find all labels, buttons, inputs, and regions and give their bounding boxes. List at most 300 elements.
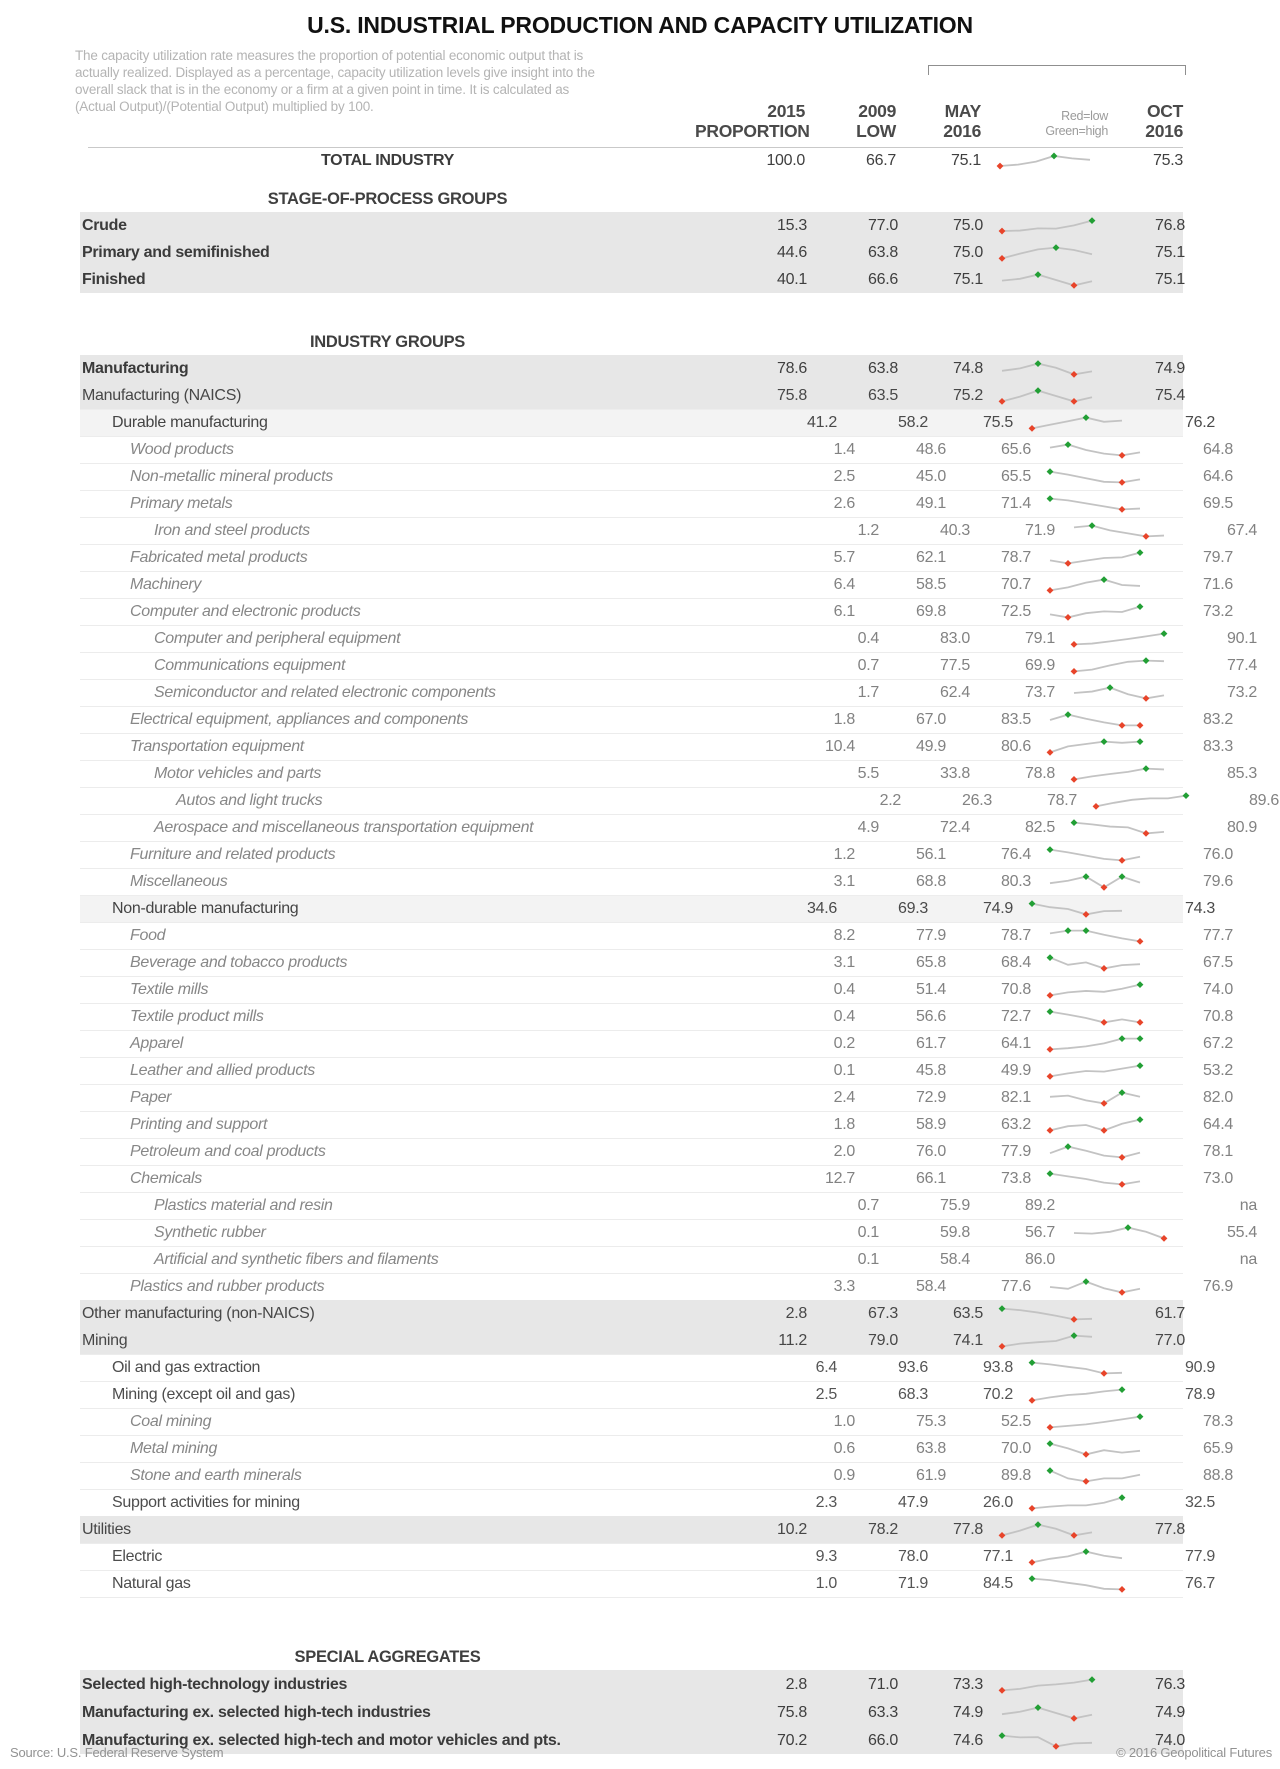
row-label: Plastics and rubber products [130, 1278, 325, 1295]
sparkline-low-marker [1070, 1715, 1077, 1722]
copyright-note: © 2016 Geopolitical Futures [1116, 1745, 1272, 1760]
value-2015-proportion: 0.6 [833, 1440, 855, 1457]
sparkline-high-marker [1070, 819, 1077, 826]
sparkline-chart [1045, 1278, 1145, 1296]
value-may-2016: 70.7 [1001, 576, 1031, 593]
sparkline-high-marker [1028, 1359, 1035, 1366]
sparkline-low-marker [1118, 1586, 1125, 1593]
value-2009-low: 77.5 [940, 657, 970, 674]
description-text: The capacity utilization rate measures the proportion of potential economic output that is actually realized. Displayed as a percentage, capacity utilization levels give insight into the overall slack that is in the economy or a firm at a given point in time. It is calculated as (Actual Output)/(Potential Output) multiplied by 100. [75, 48, 595, 114]
value-2015-proportion: 75.8 [777, 387, 807, 404]
sparkline-cell [1031, 1062, 1158, 1080]
sparkline-cell [1031, 1089, 1158, 1107]
sparkline-chart [1069, 819, 1169, 837]
sparkline-cell [1031, 576, 1158, 594]
sparkline-low-marker [1070, 668, 1077, 675]
sparkline-high-marker [1088, 217, 1095, 224]
sparkline-low-marker [1064, 614, 1071, 621]
value-2015-proportion: 5.7 [833, 549, 855, 566]
value-2015-proportion: 6.1 [833, 603, 855, 620]
sparkline-cell [1013, 1359, 1140, 1377]
value-2015-proportion: 75.8 [777, 1703, 807, 1721]
sparkline-high-marker [1046, 1170, 1053, 1177]
value-may-2016: 49.9 [1001, 1062, 1031, 1079]
table-row [80, 1570, 1215, 1597]
table-row [80, 266, 1183, 293]
sparkline-chart [1045, 576, 1145, 594]
value-may-2016: 82.1 [1001, 1089, 1031, 1106]
sparkline-cell [1055, 765, 1182, 783]
value-2015-proportion: 9.3 [815, 1548, 837, 1565]
table-row [80, 212, 1183, 239]
sparkline-chart [997, 1521, 1097, 1539]
sparkline-high-marker [1046, 1008, 1053, 1015]
row-label: Transportation equipment [130, 738, 304, 755]
value-2009-low: 77.0 [868, 217, 898, 234]
sparkline-trend-line [1050, 1174, 1140, 1185]
sparkline-high-marker [1034, 360, 1041, 367]
sparkline-low-marker [1028, 1505, 1035, 1512]
sparkline-trend-line [1032, 1552, 1122, 1563]
value-2009-low: 56.1 [916, 846, 946, 863]
value-oct-2016: 88.8 [1203, 1467, 1233, 1484]
sparkline-legend: Red=low Green=high [1045, 109, 1108, 138]
row-label: Crude [82, 217, 127, 234]
sparkline-trend-line [1074, 1228, 1164, 1239]
value-2009-low: 61.9 [916, 1467, 946, 1484]
sparkline-trend-line [1050, 1282, 1140, 1293]
sparkline-high-marker [1052, 244, 1059, 251]
sparkline-cell [983, 244, 1110, 262]
sparkline-high-marker [1136, 549, 1143, 556]
value-2009-low: 79.0 [868, 1332, 898, 1349]
row-label: Manufacturing [82, 360, 189, 377]
sparkline-high-marker [1082, 1548, 1089, 1555]
value-2009-low: 33.8 [940, 765, 970, 782]
row-label: Textile product mills [130, 1008, 264, 1025]
value-2009-low: 65.8 [916, 954, 946, 971]
sparkline-high-marker [998, 1732, 1005, 1739]
value-may-2016: 70.8 [1001, 981, 1031, 998]
sparkline-high-marker [1082, 414, 1089, 421]
value-oct-2016: 76.3 [1155, 1675, 1185, 1693]
sparkline-high-marker [1100, 576, 1107, 583]
value-2015-proportion: 70.2 [777, 1731, 807, 1749]
sparkline-low-marker [1070, 282, 1077, 289]
sparkline-high-marker [1050, 153, 1057, 160]
sparkline-cell [1031, 468, 1158, 486]
column-header-oct-2016: OCT 2016 [1145, 101, 1183, 141]
sparkline-cell [1031, 1467, 1158, 1485]
sparkline-cell [1031, 1440, 1158, 1458]
sparkline-trend-line [1050, 472, 1140, 483]
table-row [80, 598, 1233, 625]
section-title: STAGE-OF-PROCESS GROUPS [267, 189, 508, 208]
section-title: INDUSTRY GROUPS [309, 332, 466, 351]
value-2009-low: 63.8 [868, 360, 898, 377]
table-row [80, 1327, 1183, 1354]
value-2015-proportion: 44.6 [777, 244, 807, 261]
sparkline-trend-line [1002, 1525, 1092, 1536]
value-oct-2016: 75.1 [1155, 244, 1185, 261]
sparkline-low-marker [1118, 1154, 1125, 1161]
value-2015-proportion: 8.2 [833, 927, 855, 944]
table-row [80, 1462, 1233, 1489]
table-row [80, 787, 1279, 814]
sparkline-cell [983, 1305, 1110, 1323]
sparkline-trend-line [1002, 275, 1092, 286]
sparkline-cell [1031, 1170, 1158, 1188]
row-label: Selected high-technology industries [82, 1675, 348, 1693]
sparkline-cell [1055, 522, 1182, 540]
sparkline-low-marker [1082, 911, 1089, 918]
value-may-2016: 74.8 [953, 360, 983, 377]
value-2015-proportion: 34.6 [807, 900, 837, 917]
sparkline-trend-line [1050, 877, 1140, 888]
value-oct-2016: 76.7 [1185, 1575, 1215, 1592]
value-may-2016: 72.5 [1001, 603, 1031, 620]
table-row [80, 1489, 1215, 1516]
sparkline-low-marker [1070, 1316, 1077, 1323]
sparkline-chart [1045, 603, 1145, 621]
sparkline-high-marker [1034, 1704, 1041, 1711]
sparkline-high-marker [1136, 603, 1143, 610]
value-2015-proportion: 2.5 [815, 1386, 837, 1403]
value-2009-low: 63.8 [916, 1440, 946, 1457]
sparkline-chart [1091, 792, 1191, 810]
sparkline-high-marker [1160, 630, 1167, 637]
table-row [80, 949, 1233, 976]
value-2009-low: 66.6 [868, 271, 898, 288]
sparkline-trend-line [1050, 931, 1140, 942]
value-2015-proportion: 12.7 [825, 1170, 855, 1187]
value-may-2016: 70.2 [983, 1386, 1013, 1403]
sparkline-low-marker [1100, 1127, 1107, 1134]
sparkline-chart [1027, 1575, 1127, 1593]
value-oct-2016: 77.0 [1155, 1332, 1185, 1349]
value-2009-low: 78.0 [898, 1548, 928, 1565]
table-section [80, 1644, 1183, 1754]
sparkline-low-marker [1142, 533, 1149, 540]
value-2015-proportion: 1.7 [857, 684, 879, 701]
value-2009-low: 47.9 [898, 1494, 928, 1511]
sparkline-trend-line [1074, 769, 1164, 780]
value-2009-low: 77.9 [916, 927, 946, 944]
sparkline-cell [1031, 1116, 1158, 1134]
value-2009-low: 58.2 [898, 414, 928, 431]
sparkline-trend-line [1000, 156, 1090, 166]
sparkline-cell [1055, 1224, 1182, 1242]
sparkline-low-marker [1046, 1424, 1053, 1431]
sparkline-cell [1031, 1008, 1158, 1026]
value-2015-proportion: 6.4 [833, 576, 855, 593]
row-label: Fabricated metal products [130, 549, 308, 566]
sparkline-low-marker [1136, 1019, 1143, 1026]
value-oct-2016: 73.2 [1203, 603, 1233, 620]
sparkline-trend-line [1050, 1039, 1140, 1050]
sparkline-low-marker [1100, 1370, 1107, 1377]
row-label: Primary and semifinished [82, 244, 270, 261]
value-may-2016: 71.4 [1001, 495, 1031, 512]
sparkline-high-marker [1124, 1224, 1131, 1231]
sparkline-low-marker [998, 1687, 1005, 1694]
value-oct-2016: na [1239, 1251, 1257, 1268]
sparkline-chart [1027, 1548, 1127, 1566]
table-header [75, 47, 1183, 147]
sparkline-low-marker [1070, 641, 1077, 648]
value-may-2016: 93.8 [983, 1359, 1013, 1376]
sparkline-low-marker [1100, 965, 1107, 972]
value-2009-low: 67.3 [868, 1305, 898, 1322]
sparkline-cell [1013, 1575, 1140, 1593]
value-may-2016: 75.2 [953, 387, 983, 404]
source-note: Source: U.S. Federal Reserve System [10, 1745, 224, 1760]
page-title: U.S. INDUSTRIAL PRODUCTION AND CAPACITY UTILIZATION [307, 12, 973, 38]
table-row [80, 679, 1257, 706]
sparkline-chart [1069, 684, 1169, 702]
value-2015-proportion: 0.7 [857, 657, 879, 674]
row-label: Manufacturing ex. selected high-tech industries [82, 1703, 431, 1721]
sparkline-cell [1031, 1143, 1158, 1161]
sparkline-cell [983, 271, 1110, 289]
row-label: Artificial and synthetic fibers and filaments [154, 1251, 439, 1268]
sparkline-cell [983, 217, 1110, 235]
value-may-2016: 64.1 [1001, 1035, 1031, 1052]
value-oct-2016: 77.4 [1227, 657, 1257, 674]
table-row [80, 1165, 1233, 1192]
table-row [80, 436, 1233, 463]
sparkline-chart [997, 1332, 1097, 1350]
value-2015-proportion: 1.8 [833, 711, 855, 728]
row-label: Finished [82, 271, 146, 288]
sparkline-trend-line [1050, 1417, 1140, 1428]
row-label: Paper [130, 1089, 172, 1106]
sparkline-cell [1031, 981, 1158, 999]
sparkline-cell [1031, 549, 1158, 567]
value-oct-2016: 77.7 [1203, 927, 1233, 944]
sparkline-trend-line [1074, 634, 1164, 645]
sparkline-chart [1045, 873, 1145, 891]
value-oct-2016: 64.8 [1203, 441, 1233, 458]
row-label: Chemicals [130, 1170, 202, 1187]
value-oct-2016: 75.1 [1155, 271, 1185, 288]
sparkline-high-marker [1064, 1143, 1071, 1150]
sparkline-high-marker [1136, 981, 1143, 988]
value-2009-low: 72.9 [916, 1089, 946, 1106]
sparkline-chart [997, 387, 1097, 405]
sparkline-low-marker [1092, 803, 1099, 810]
value-2015-proportion: 2.4 [833, 1089, 855, 1106]
sparkline-cell [983, 1704, 1110, 1722]
row-label: Non-metallic mineral products [130, 468, 333, 485]
table-row [80, 571, 1233, 598]
value-2009-low: 66.0 [868, 1731, 898, 1749]
row-label: Mining (except oil and gas) [112, 1386, 296, 1403]
sparkline-low-marker [1160, 1235, 1167, 1242]
sparkline-trend-line [1002, 1336, 1092, 1347]
row-label: TOTAL INDUSTRY [321, 152, 454, 169]
sparkline-high-marker [1064, 927, 1071, 934]
value-2015-proportion: 6.4 [815, 1359, 837, 1376]
sparkline-chart [1045, 1008, 1145, 1026]
value-2009-low: 62.4 [940, 684, 970, 701]
row-label: Oil and gas extraction [112, 1359, 261, 1376]
value-oct-2016: 78.9 [1185, 1386, 1215, 1403]
sparkline-trend-line [1002, 221, 1092, 231]
value-2015-proportion: 2.8 [785, 1305, 807, 1322]
sparkline-trend-line [1050, 985, 1140, 996]
value-oct-2016: 79.6 [1203, 873, 1233, 890]
row-label: Motor vehicles and parts [154, 765, 322, 782]
row-label: Natural gas [112, 1575, 191, 1592]
sparkline-low-marker [1070, 1532, 1077, 1539]
sparkline-chart [1045, 738, 1145, 756]
value-may-2016: 83.5 [1001, 711, 1031, 728]
row-label: Computer and peripheral equipment [154, 630, 401, 647]
sparkline-trend-line [1050, 1066, 1140, 1077]
value-may-2016: 56.7 [1025, 1224, 1055, 1241]
table-row [80, 733, 1233, 760]
section-header-row [80, 1644, 1183, 1670]
value-may-2016: 77.1 [983, 1548, 1013, 1565]
sparkline-low-marker [998, 398, 1005, 405]
sparkline-high-marker [1046, 954, 1053, 961]
value-2015-proportion: 0.4 [833, 1008, 855, 1025]
value-2015-proportion: 0.1 [833, 1062, 855, 1079]
value-may-2016: 89.2 [1025, 1197, 1055, 1214]
sparkline-cell [1013, 414, 1140, 432]
sparkline-cell [981, 152, 1108, 170]
table-row [80, 841, 1233, 868]
value-may-2016: 77.9 [1001, 1143, 1031, 1160]
value-oct-2016: 75.4 [1155, 387, 1185, 404]
value-2015-proportion: 10.4 [825, 738, 855, 755]
sparkline-low-marker [1136, 938, 1143, 945]
row-label: Leather and allied products [130, 1062, 315, 1079]
table-row [80, 1219, 1257, 1246]
value-may-2016: 77.6 [1001, 1278, 1031, 1295]
page-footer [10, 1745, 1272, 1760]
value-oct-2016: 76.2 [1185, 414, 1215, 431]
year-2016-bracket [928, 65, 1186, 75]
sparkline-low-marker [1142, 695, 1149, 702]
value-2009-low: 26.3 [962, 792, 992, 809]
value-may-2016: 63.2 [1001, 1116, 1031, 1133]
sparkline-chart [1045, 495, 1145, 513]
value-2015-proportion: 1.8 [833, 1116, 855, 1133]
table-row [80, 1273, 1233, 1300]
sparkline-trend-line [1050, 580, 1140, 591]
value-2009-low: 49.9 [916, 738, 946, 755]
value-may-2016: 76.4 [1001, 846, 1031, 863]
sparkline-cell [1031, 711, 1158, 729]
value-oct-2016: 79.7 [1203, 549, 1233, 566]
sparkline-trend-line [1002, 364, 1092, 375]
row-label: Manufacturing (NAICS) [82, 387, 242, 404]
value-may-2016: 80.6 [1001, 738, 1031, 755]
sparkline-trend-line [1050, 1147, 1140, 1158]
sparkline-trend-line [1050, 1093, 1140, 1104]
sparkline-chart [997, 217, 1097, 235]
sparkline-cell [1031, 738, 1158, 756]
value-oct-2016: na [1239, 1197, 1257, 1214]
sparkline-chart [997, 1704, 1097, 1722]
value-may-2016: 89.8 [1001, 1467, 1031, 1484]
row-label: Printing and support [130, 1116, 268, 1133]
value-may-2016: 71.9 [1025, 522, 1055, 539]
sparkline-chart [1045, 954, 1145, 972]
sparkline-high-marker [1118, 1035, 1125, 1042]
value-2009-low: 78.2 [868, 1521, 898, 1538]
table-row [80, 1408, 1233, 1435]
sparkline-chart [1045, 927, 1145, 945]
value-may-2016: 70.0 [1001, 1440, 1031, 1457]
value-may-2016: 52.5 [1001, 1413, 1031, 1430]
sparkline-low-marker [1028, 1559, 1035, 1566]
value-may-2016: 74.6 [953, 1731, 983, 1749]
sparkline-low-marker [1100, 1019, 1107, 1026]
column-header-may-2016: MAY 2016 [943, 101, 981, 141]
table-row [80, 652, 1257, 679]
row-label: Semiconductor and related electronic components [154, 684, 496, 701]
sparkline-high-marker [1136, 1035, 1143, 1042]
sparkline-cell [1031, 603, 1158, 621]
value-2009-low: 63.3 [868, 1703, 898, 1721]
sparkline-low-marker [1118, 452, 1125, 459]
value-2009-low: 63.5 [868, 387, 898, 404]
value-2015-proportion: 1.0 [833, 1413, 855, 1430]
table-row [80, 760, 1257, 787]
value-may-2016: 79.1 [1025, 630, 1055, 647]
sparkline-cell [1031, 846, 1158, 864]
row-label: Communications equipment [154, 657, 346, 674]
sparkline-high-marker [1046, 1467, 1053, 1474]
table-section [80, 148, 1183, 174]
table-row [80, 976, 1233, 1003]
value-oct-2016: 76.0 [1203, 846, 1233, 863]
value-2015-proportion: 0.1 [857, 1251, 879, 1268]
value-2009-low: 93.6 [898, 1359, 928, 1376]
value-2009-low: 45.0 [916, 468, 946, 485]
sparkline-low-marker [1064, 560, 1071, 567]
sparkline-cell [1031, 1278, 1158, 1296]
value-may-2016: 65.6 [1001, 441, 1031, 458]
value-2009-low: 48.6 [916, 441, 946, 458]
value-may-2016: 26.0 [983, 1494, 1013, 1511]
value-may-2016: 82.5 [1025, 819, 1055, 836]
sparkline-trend-line [1002, 248, 1092, 259]
sparkline-chart [997, 271, 1097, 289]
sparkline-trend-line [1002, 391, 1092, 402]
value-oct-2016: 90.9 [1185, 1359, 1215, 1376]
table-row [80, 1003, 1233, 1030]
value-2015-proportion: 2.6 [833, 495, 855, 512]
sparkline-low-marker [998, 255, 1005, 262]
value-2015-proportion: 1.2 [857, 522, 879, 539]
value-2009-low: 58.4 [940, 1251, 970, 1268]
sparkline-chart [997, 1305, 1097, 1323]
value-oct-2016: 78.3 [1203, 1413, 1233, 1430]
value-oct-2016: 83.3 [1203, 738, 1233, 755]
row-label: Mining [82, 1332, 128, 1349]
value-oct-2016: 61.7 [1155, 1305, 1185, 1322]
value-oct-2016: 53.2 [1203, 1062, 1233, 1079]
value-oct-2016: 83.2 [1203, 711, 1233, 728]
value-2009-low: 62.1 [916, 549, 946, 566]
sparkline-cell [1055, 657, 1182, 675]
table-row [80, 868, 1233, 895]
value-2015-proportion: 2.2 [879, 792, 901, 809]
